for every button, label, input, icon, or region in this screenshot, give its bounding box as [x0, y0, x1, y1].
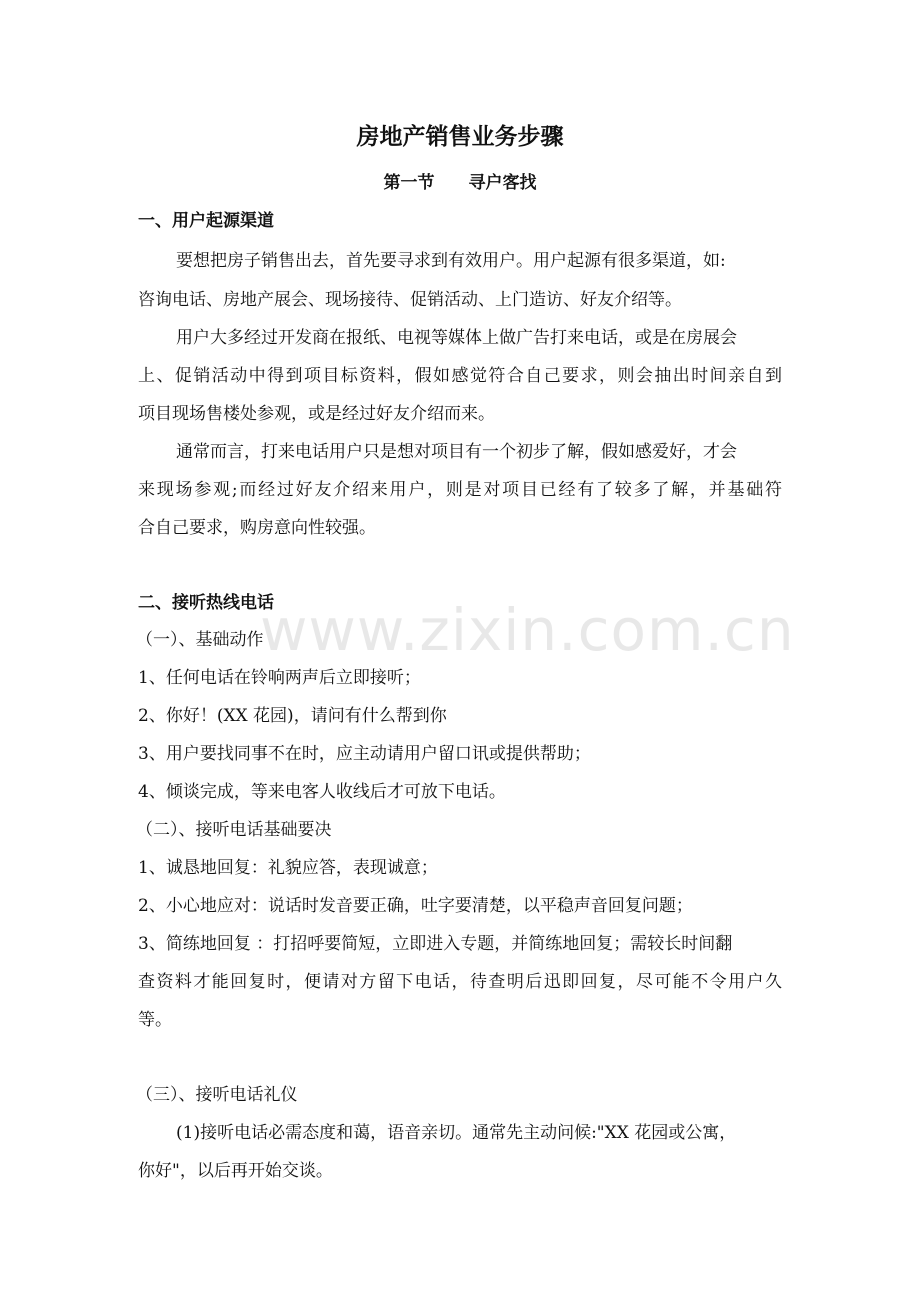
heading-hotline: 二、接听热线电话 [138, 593, 274, 613]
subheading-key-points: （二）、接听电话基础要决 [136, 820, 332, 840]
watermark: www.zixin.com.cn [260, 596, 795, 664]
paragraph-line: 来现场参观;而经过好友介绍来用户，则是对项目已经有了较多了解，并基础符 [138, 480, 782, 500]
list-item-continued: 查资料才能回复时，便请对方留下电话，待查明后迅即回复，尽可能不令用户久 [138, 972, 782, 992]
paragraph-line: 用户大多经过开发商在报纸、电视等媒体上做广告打来电话，或是在房展会 [176, 328, 737, 348]
subheading-etiquette: （三）、接听电话礼仪 [136, 1085, 298, 1105]
paragraph-line: 上、促销活动中得到项目标资料，假如感觉符合自己要求，则会抽出时间亲自到 [138, 366, 782, 386]
paragraph-line: 要想把房子销售出去，首先要寻求到有效用户。用户起源有很多渠道，如: [176, 251, 726, 271]
paragraph-line: 你好"，以后再开始交谈。 [138, 1161, 333, 1181]
list-item: 2、小心地应对：说话时发音要正确，吐字要清楚，以平稳声音回复问题； [138, 896, 693, 916]
paragraph-line: 咨询电话、房地产展会、现场接待、促销活动、上门造访、好友介绍等。 [138, 290, 682, 310]
subheading-basic-actions: （一）、基础动作 [136, 630, 264, 650]
list-item: 1、诚恳地回复：礼貌应答，表现诚意； [138, 858, 438, 878]
paragraph-line: 项目现场售楼处参观，或是经过好友介绍而来。 [138, 404, 495, 424]
paragraph-line: 通常而言，打来电话用户只是想对项目有一个初步了解，假如感爱好，才会 [176, 442, 737, 462]
list-item: 2、你好！(XX 花园)，请问有什么帮到你 [138, 706, 447, 726]
page-title: 房地产销售业务步骤 [356, 124, 564, 150]
section-heading: 第一节 寻户客找 [383, 173, 537, 193]
list-item-continued: 等。 [138, 1010, 172, 1030]
heading-customer-sources: 一、用户起源渠道 [138, 211, 274, 231]
list-item: 3、简练地回复 ：打招呼要简短，立即进入专题，并简练地回复；需较长时间翻 [138, 934, 733, 954]
paragraph-line: (1)接听电话必需态度和蔼，语音亲切。通常先主动问候:"XX 花园或公寓， [176, 1123, 737, 1143]
list-item: 3、用户要找同事不在时，应主动请用户留口讯或提供帮助； [138, 744, 591, 764]
list-item: 4、倾谈完成，等来电客人收线后才可放下电话。 [138, 782, 506, 802]
list-item: 1、任何电话在铃响两声后立即接听； [138, 668, 421, 688]
paragraph-line: 合自己要求，购房意向性较强。 [138, 518, 376, 538]
